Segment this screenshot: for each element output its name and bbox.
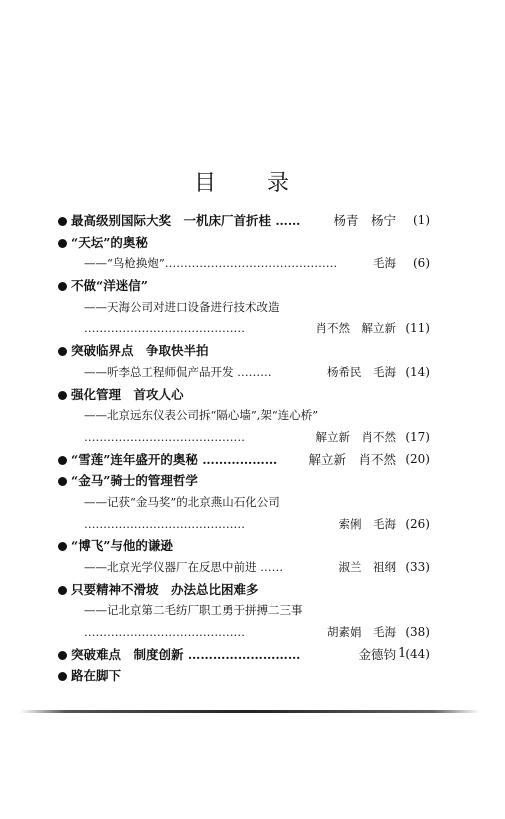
entry-authors: 金德钧 [358, 646, 396, 662]
entry-subtitle: ——北京光学仪器厂在反思中前进 …… [84, 560, 284, 574]
entry-subtitle: ——听李总工程师侃产品开发 ……… [84, 364, 272, 379]
bullet-icon [58, 651, 67, 660]
entry-page-number: (44) [405, 646, 430, 661]
bullet-icon [58, 586, 67, 595]
toc-subentry [58, 492, 430, 514]
toc-entry [58, 535, 430, 557]
entry-subtitle: …………………………………… [84, 625, 245, 640]
toc-entry [58, 275, 430, 297]
toc-subentry [58, 362, 430, 384]
entry-page-number: (17) [405, 429, 430, 444]
entry-title: 只要精神不滑坡 办法总比困难多 [71, 581, 259, 597]
entry-authors: 肖不然 解立新 [315, 321, 396, 336]
bullet-icon [58, 239, 67, 248]
toc-subentry [58, 318, 430, 340]
page-title: 目 录 [194, 171, 311, 196]
scan-edge-line [20, 710, 480, 713]
toc-entry [58, 470, 430, 492]
toc-subentry [58, 297, 430, 319]
bullet-icon [58, 456, 67, 465]
entry-page-number: (20) [405, 451, 430, 466]
entry-title: “金马”骑士的管理哲学 [71, 473, 198, 489]
entry-title: 突破临界点 争取快半拍 [71, 343, 209, 359]
entry-title: 路在脚下 [71, 668, 122, 684]
entry-subtitle: ——记获“金马奖”的北京燕山石化公司 [84, 494, 280, 509]
bullet-icon [58, 347, 67, 356]
entry-page-number: (14) [405, 364, 430, 379]
entry-page-number: (26) [405, 516, 430, 531]
entry-page-number: (6) [413, 256, 430, 271]
entry-authors: 索俐 毛海 [338, 516, 396, 531]
entry-title: 最高级别国际大奖 一机床厂首折桂 …… [71, 213, 301, 228]
toc-entry [58, 449, 430, 471]
toc-subentry [58, 600, 430, 622]
bullet-icon [58, 477, 67, 486]
bullet-icon [58, 282, 67, 291]
entry-subtitle: ——天海公司对进口设备进行技术改造 [84, 299, 280, 314]
toc-entry [58, 210, 430, 232]
entry-title: 不做“洋迷信” [71, 278, 148, 294]
entry-authors: 解立新 肖不然 [308, 451, 396, 467]
entry-authors: 杨希民 毛海 [327, 364, 396, 379]
toc-entry [58, 644, 430, 666]
toc-subentry [58, 622, 430, 644]
toc-entry [58, 384, 430, 406]
entry-authors: 淑兰 祖纲 [338, 560, 396, 574]
toc-subentry [58, 405, 430, 427]
toc-entry [58, 665, 430, 687]
entry-authors: 毛海 [373, 256, 396, 271]
bullet-icon [58, 217, 67, 226]
toc-entry [58, 579, 430, 601]
entry-subtitle: …………………………………… [84, 429, 245, 444]
entry-authors: 杨青 杨宁 [333, 213, 396, 228]
bullet-icon [58, 542, 67, 551]
entry-title: “博飞”与他的谦逊 [71, 538, 173, 554]
bullet-icon [58, 391, 67, 400]
entry-subtitle: …………………………………… [84, 516, 245, 531]
entry-page-number: (1) [413, 213, 430, 227]
entry-title: “雪莲”连年盛开的奥秘 ……………… [71, 451, 278, 467]
entry-page-number: (33) [405, 560, 430, 574]
entry-page-number: (38) [405, 625, 430, 640]
entry-title: 强化管理 首攻人心 [71, 386, 184, 402]
toc-subentry [58, 427, 430, 449]
entry-subtitle: ——“鸟枪换炮”……………………………………… [84, 256, 338, 271]
entry-authors: 解立新 肖不然 [315, 429, 396, 444]
entry-title: 突破难点 制度创新 ……………………… [71, 646, 301, 662]
toc-subentry [58, 253, 430, 275]
toc-subentry [58, 514, 430, 536]
toc-subentry [58, 557, 430, 579]
entry-subtitle: ——北京远东仪表公司拆“隔心墙”,架“连心桥” [84, 408, 319, 423]
entry-authors: 胡素娟 毛海 [327, 625, 396, 640]
entry-subtitle: …………………………………… [84, 321, 245, 336]
entry-page-number: (11) [405, 321, 430, 336]
entry-subtitle: ——记北京第二毛纺厂职工勇于拼搏二三事 [84, 603, 303, 618]
toc-list [58, 210, 430, 687]
toc-entry [58, 232, 430, 254]
bullet-icon [58, 672, 67, 681]
entry-title: “天坛”的奥秘 [71, 234, 148, 250]
toc-entry [58, 340, 430, 362]
page-number: 1 [398, 646, 407, 661]
